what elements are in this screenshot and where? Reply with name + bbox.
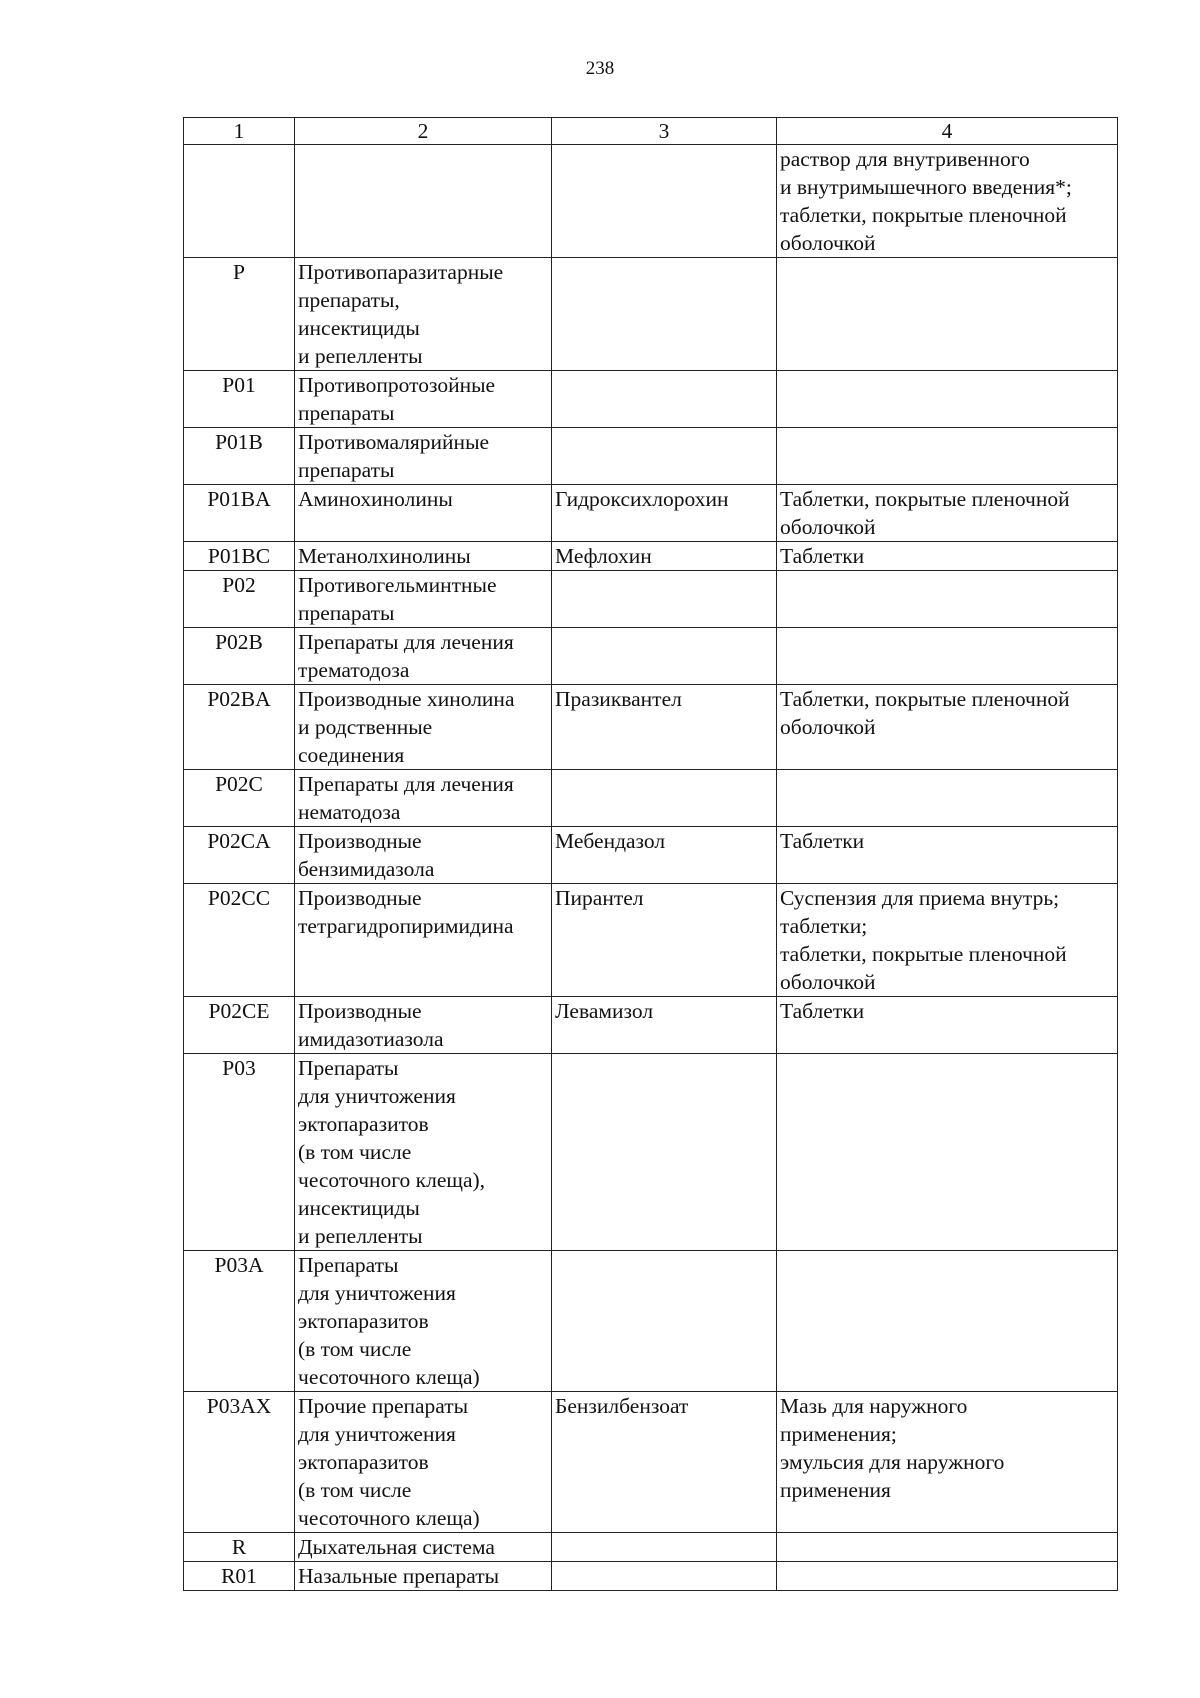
- cell-text-line: Гидроксихлорохин: [555, 487, 729, 511]
- cell-text-line: Дыхательная система: [298, 1535, 495, 1559]
- column-header: 1: [184, 118, 295, 145]
- atc-code-cell: P01BC: [184, 542, 295, 571]
- cell-text-line: бензимидазола: [298, 857, 435, 881]
- cell-text-line: применения: [780, 1478, 891, 1502]
- drug-name-cell: [552, 628, 777, 685]
- atc-code-cell: P: [184, 258, 295, 371]
- atc-code-cell: P03A: [184, 1251, 295, 1392]
- cell-text-line: (в том числе: [298, 1140, 412, 1164]
- group-name-cell: [295, 1054, 552, 1251]
- cell-text-line: Противомалярийные: [298, 430, 490, 454]
- drug-name-cell: [552, 770, 777, 827]
- drug-name-cell: [552, 1562, 777, 1591]
- cell-text-line: тетрагидропиримидина: [298, 914, 514, 938]
- cell-text-line: Назальные препараты: [298, 1564, 500, 1588]
- atc-code-cell: P02B: [184, 628, 295, 685]
- cell-text-line: эктопаразитов: [298, 1450, 429, 1474]
- cell-text-line: для уничтожения: [298, 1084, 456, 1108]
- cell-text-line: Аминохинолины: [298, 487, 453, 511]
- table-row: [184, 542, 1118, 571]
- cell-text-line: (в том числе: [298, 1478, 412, 1502]
- atc-code-cell: P01B: [184, 428, 295, 485]
- dosage-form-cell: [777, 485, 1118, 542]
- atc-code-cell: R: [184, 1533, 295, 1562]
- cell-text-line: Мебендазол: [555, 829, 666, 853]
- drug-name-cell: [552, 428, 777, 485]
- cell-text-line: Левамизол: [555, 999, 654, 1023]
- group-name-cell: [295, 371, 552, 428]
- cell-text-line: препараты: [298, 458, 395, 482]
- cell-text-line: Метанолхинолины: [298, 544, 471, 568]
- group-name-cell: [295, 258, 552, 371]
- cell-text-line: трематодоза: [298, 658, 410, 682]
- drug-table: [183, 117, 1118, 1591]
- cell-text-line: Пирантел: [555, 886, 644, 910]
- table-row: [184, 571, 1118, 628]
- dosage-form-cell: [777, 1562, 1118, 1591]
- group-name-cell: [295, 571, 552, 628]
- column-header: 3: [552, 118, 777, 145]
- drug-name-cell: [552, 685, 777, 770]
- drug-name-cell: [552, 827, 777, 884]
- cell-text-line: эктопаразитов: [298, 1112, 429, 1136]
- atc-code-cell: P02C: [184, 770, 295, 827]
- cell-text-line: инсектициды: [298, 316, 420, 340]
- atc-code-cell: P02CC: [184, 884, 295, 997]
- cell-text-line: Препараты для лечения: [298, 630, 514, 654]
- cell-text-line: Противопаразитарные: [298, 260, 504, 284]
- cell-text-line: имидазотиазола: [298, 1027, 444, 1051]
- cell-text-line: нематодоза: [298, 800, 401, 824]
- table-row: [184, 1054, 1118, 1251]
- group-name-cell: [295, 827, 552, 884]
- atc-code-cell: P02: [184, 571, 295, 628]
- dosage-form-cell: [777, 258, 1118, 371]
- cell-text-line: чесоточного клеща): [298, 1506, 480, 1530]
- cell-text-line: для уничтожения: [298, 1422, 456, 1446]
- table-row: [184, 685, 1118, 770]
- cell-text-line: Мефлохин: [555, 544, 652, 568]
- cell-text-line: Празиквантел: [555, 687, 682, 711]
- cell-text-line: оболочкой: [780, 231, 876, 255]
- cell-text-line: препараты,: [298, 288, 400, 312]
- dosage-form-cell: [777, 1392, 1118, 1533]
- table-body: [184, 145, 1118, 1591]
- atc-code-cell: P03: [184, 1054, 295, 1251]
- group-name-cell: [295, 542, 552, 571]
- table-row: [184, 371, 1118, 428]
- group-name-cell: [295, 628, 552, 685]
- cell-text-line: Бензилбензоат: [555, 1394, 689, 1418]
- dosage-form-cell: [777, 884, 1118, 997]
- cell-text-line: Таблетки: [780, 999, 865, 1023]
- cell-text-line: Производные: [298, 886, 422, 910]
- dosage-form-cell: [777, 827, 1118, 884]
- cell-text-line: (в том числе: [298, 1337, 412, 1361]
- cell-text-line: Производные хинолина: [298, 687, 515, 711]
- cell-text-line: Прочие препараты: [298, 1394, 469, 1418]
- cell-text-line: оболочкой: [780, 715, 876, 739]
- dosage-form-cell: [777, 428, 1118, 485]
- drug-name-cell: [552, 1054, 777, 1251]
- drug-name-cell: [552, 145, 777, 258]
- group-name-cell: [295, 884, 552, 997]
- table-row: [184, 428, 1118, 485]
- table-row: [184, 1251, 1118, 1392]
- cell-text-line: соединения: [298, 743, 405, 767]
- cell-text-line: чесоточного клеща): [298, 1365, 480, 1389]
- cell-text-line: Суспензия для приема внутрь;: [780, 886, 1060, 910]
- drug-name-cell: [552, 1533, 777, 1562]
- dosage-form-cell: [777, 542, 1118, 571]
- atc-code-cell: P01: [184, 371, 295, 428]
- table-row: [184, 884, 1118, 997]
- cell-text-line: таблетки;: [780, 914, 868, 938]
- cell-text-line: применения;: [780, 1422, 897, 1446]
- drug-name-cell: [552, 485, 777, 542]
- group-name-cell: [295, 428, 552, 485]
- group-name-cell: [295, 1392, 552, 1533]
- cell-text-line: таблетки, покрытые пленочной: [780, 203, 1067, 227]
- cell-text-line: чесоточного клеща),: [298, 1168, 486, 1192]
- dosage-form-cell: [777, 371, 1118, 428]
- cell-text-line: Производные: [298, 999, 422, 1023]
- column-header: 4: [777, 118, 1118, 145]
- drug-name-cell: [552, 884, 777, 997]
- atc-code-cell: P02CA: [184, 827, 295, 884]
- group-name-cell: [295, 485, 552, 542]
- drug-name-cell: [552, 571, 777, 628]
- group-name-cell: [295, 1533, 552, 1562]
- cell-text-line: Препараты для лечения: [298, 772, 514, 796]
- group-name-cell: [295, 685, 552, 770]
- drug-name-cell: [552, 371, 777, 428]
- atc-code-cell: P01BA: [184, 485, 295, 542]
- cell-text-line: Таблетки, покрытые пленочной: [780, 487, 1070, 511]
- group-name-cell: [295, 770, 552, 827]
- table-row: [184, 145, 1118, 258]
- dosage-form-cell: [777, 1251, 1118, 1392]
- cell-text-line: оболочкой: [780, 515, 876, 539]
- cell-text-line: для уничтожения: [298, 1281, 456, 1305]
- table-row: [184, 1392, 1118, 1533]
- cell-text-line: препараты: [298, 601, 395, 625]
- table-header-row: [184, 118, 1118, 145]
- cell-text-line: Таблетки, покрытые пленочной: [780, 687, 1070, 711]
- table-row: [184, 1562, 1118, 1591]
- atc-code-cell: P03AX: [184, 1392, 295, 1533]
- cell-text-line: раствор для внутривенного: [780, 147, 1030, 171]
- table-row: [184, 997, 1118, 1054]
- page-number: 238: [585, 58, 615, 79]
- group-name-cell: [295, 1562, 552, 1591]
- atc-code-cell: [184, 145, 295, 258]
- table-row: [184, 770, 1118, 827]
- cell-text-line: и родственные: [298, 715, 433, 739]
- atc-code-cell: R01: [184, 1562, 295, 1591]
- dosage-form-cell: [777, 145, 1118, 258]
- cell-text-line: и репелленты: [298, 344, 423, 368]
- drug-name-cell: [552, 258, 777, 371]
- table-row: [184, 485, 1118, 542]
- table-row: [184, 1533, 1118, 1562]
- column-header: 2: [295, 118, 552, 145]
- dosage-form-cell: [777, 770, 1118, 827]
- cell-text-line: Препараты: [298, 1253, 399, 1277]
- atc-code-cell: P02BA: [184, 685, 295, 770]
- dosage-form-cell: [777, 1054, 1118, 1251]
- cell-text-line: эктопаразитов: [298, 1309, 429, 1333]
- cell-text-line: инсектициды: [298, 1196, 420, 1220]
- dosage-form-cell: [777, 628, 1118, 685]
- cell-text-line: и репелленты: [298, 1224, 423, 1248]
- cell-text-line: препараты: [298, 401, 395, 425]
- cell-text-line: эмульсия для наружного: [780, 1450, 1005, 1474]
- cell-text-line: Таблетки: [780, 829, 865, 853]
- group-name-cell: [295, 1251, 552, 1392]
- cell-text-line: Противопротозойные: [298, 373, 496, 397]
- dosage-form-cell: [777, 571, 1118, 628]
- atc-code-cell: P02CE: [184, 997, 295, 1054]
- drug-name-cell: [552, 1251, 777, 1392]
- cell-text-line: и внутримышечного введения*;: [780, 175, 1072, 199]
- cell-text-line: оболочкой: [780, 970, 876, 994]
- dosage-form-cell: [777, 997, 1118, 1054]
- cell-text-line: Препараты: [298, 1056, 399, 1080]
- dosage-form-cell: [777, 685, 1118, 770]
- group-name-cell: [295, 997, 552, 1054]
- drug-name-cell: [552, 997, 777, 1054]
- drug-name-cell: [552, 542, 777, 571]
- table-row: [184, 258, 1118, 371]
- drug-name-cell: [552, 1392, 777, 1533]
- cell-text-line: Таблетки: [780, 544, 865, 568]
- cell-text-line: Производные: [298, 829, 422, 853]
- group-name-cell: [295, 145, 552, 258]
- table-row: [184, 628, 1118, 685]
- dosage-form-cell: [777, 1533, 1118, 1562]
- cell-text-line: Противогельминтные: [298, 573, 497, 597]
- cell-text-line: таблетки, покрытые пленочной: [780, 942, 1067, 966]
- table-row: [184, 827, 1118, 884]
- cell-text-line: Мазь для наружного: [780, 1394, 968, 1418]
